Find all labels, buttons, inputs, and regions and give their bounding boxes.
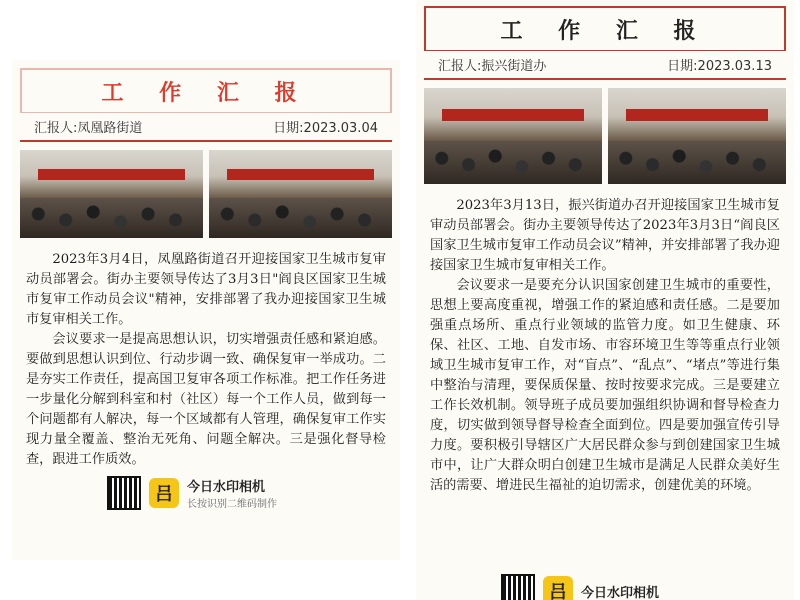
paragraph: 会议要求一是要充分认识国家创建卫生城市的重要性，思想上要高度重视，增强工作的紧迫感和责任感。二是要加强重点场所、重点行业领域的监管力度。如卫生健康、环保、社区、工地、自发市场、市容环境卫生等等重点行业领域卫生城市复审工作，对“盲点”、“乱点”、“堵点”等进行集中整治与清理，要保质保量、按时按要求完成。三是要建立工作长效机制。领导班子成员要加强组织协调和督导检查力度，切实做到领导督导检查全面到位。四是要加强宣传引导力度。要积极引导辖区广大居民群众参与到创建国家卫生城市中，让广大群众明白创建卫生城市是满足人民群众美好生活的需要、增进民生福祉的迫切需求，创建优美的环境。	[430, 278, 780, 493]
watermark-footer	[501, 568, 659, 600]
app-logo-icon: 吕	[543, 576, 573, 600]
photo-row	[416, 80, 794, 190]
report-date: 日期:2023.03.04	[273, 121, 378, 136]
report-meta	[20, 113, 392, 142]
qr-code-icon[interactable]	[501, 574, 535, 600]
qr-code-icon[interactable]	[107, 476, 141, 510]
right-report	[416, 0, 794, 600]
report-body	[12, 244, 400, 470]
meeting-photo	[608, 88, 786, 184]
watermark-hint: 长按识别二维码制作	[187, 499, 277, 510]
watermark-brand: 今日水印相机	[187, 480, 266, 495]
paragraph: 2023年3月13日，振兴街道办召开迎接国家卫生城市复审动员部署会。街办主要领导传达了2023年3月3日“阎良区国家卫生城市复审工作动员会议”精神，并安排部署了我办迎接国家卫生城市复审相关工作。	[430, 198, 780, 273]
report-date: 日期:2023.03.13	[667, 59, 772, 74]
report-body	[416, 190, 794, 496]
left-report	[12, 60, 400, 560]
paragraph: 会议要求一是提高思想认识，切实增强责任感和紧迫感。要做到思想认识到位、行动步调一致、确保复审一举成功。二是夯实工作责任，提高国卫复审各项工作标准。把工作任务进一步量化分解到科室和村（社区）每一个工作人员，做到每一个问题都有人解决，每一个区域都有人管理，确保复审工作实现力量全覆盖、整治无死角、问题全解决。三是强化督导检查，跟进工作质效。	[26, 332, 386, 467]
app-logo-icon: 吕	[149, 478, 179, 508]
report-title: 工 作 汇 报	[20, 68, 392, 113]
reporter: 汇报人:凤凰路街道	[34, 121, 143, 136]
meeting-photo	[20, 150, 203, 238]
report-title: 工 作 汇 报	[424, 6, 786, 51]
photo-row	[12, 142, 400, 244]
meeting-photo	[209, 150, 392, 238]
meeting-photo	[424, 88, 602, 184]
reporter: 汇报人:振兴街道办	[438, 59, 547, 74]
watermark-brand: 今日水印相机	[581, 585, 660, 600]
report-meta	[424, 51, 786, 80]
paragraph: 2023年3月4日，凤凰路街道召开迎接国家卫生城市复审动员部署会。街办主要领导传达了3月3日"阎良区国家卫生城市复审工作动员会议"精神，安排部署了我办迎接国家卫生城市复审相关工作。	[26, 252, 386, 327]
watermark-footer	[107, 470, 400, 510]
